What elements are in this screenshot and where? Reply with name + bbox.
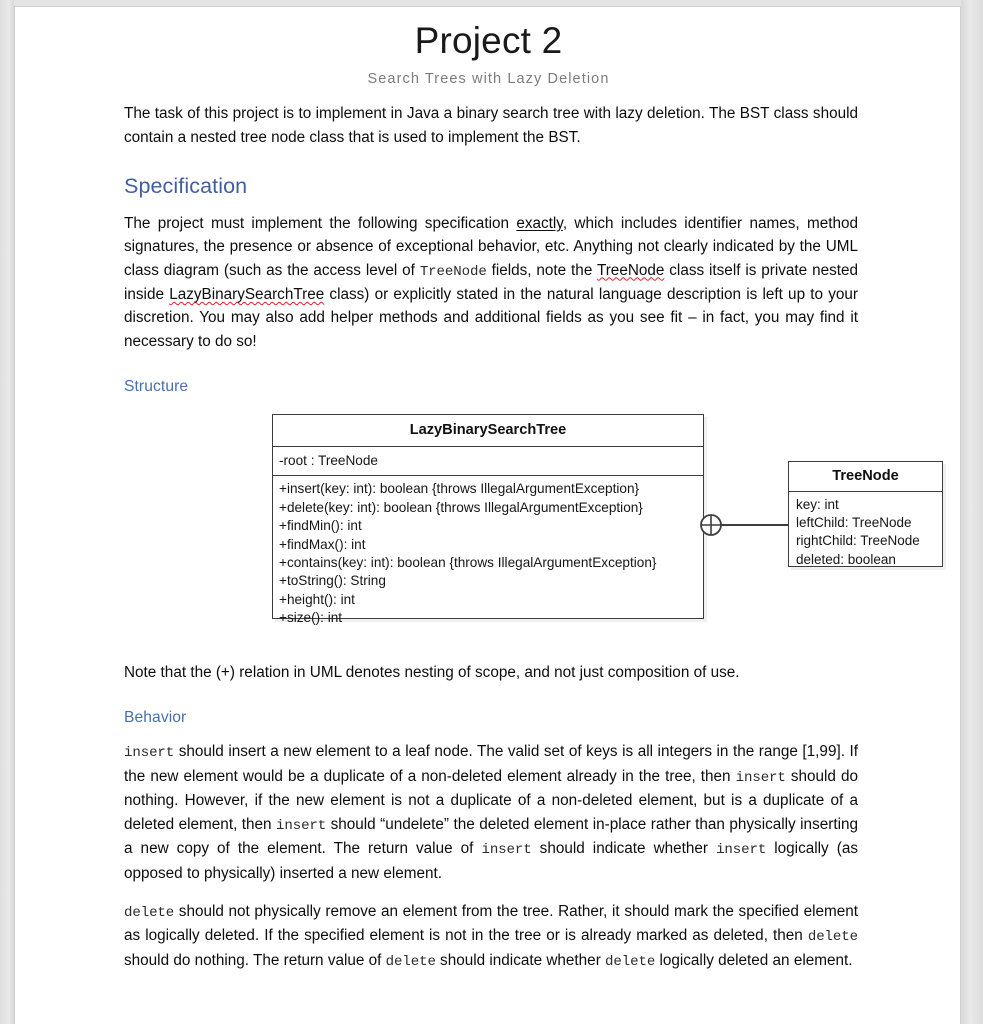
uml-method-insert: +insert(key: int): boolean {throws IllegalArgumentException} (279, 481, 640, 497)
code-insert-5: insert (716, 842, 767, 859)
page-content (15, 20, 961, 1024)
body-column (124, 102, 920, 973)
uml-attribute-leftchild: leftChild: TreeNode (796, 515, 912, 531)
spec-text-a: The project must implement the following specification (124, 215, 517, 233)
spec-text-e: class) or explicitly stated in the natural language description is left up to your discretion. You may also add helper methods and additional fields as you see fit – in fact, you may find it necessary to do so! (124, 286, 859, 350)
uml-method-contains: +contains(key: int): boolean {throws IllegalArgumentException} (279, 554, 657, 570)
spec-emphasis-exactly: exactly (516, 215, 563, 233)
delete-text-3: should indicate whether (435, 951, 606, 969)
insert-text-5: logically (as opposed to physically) inserted a new element. (124, 840, 858, 882)
delete-text-2: should do nothing. The return value of (124, 951, 386, 969)
delete-text-1: should not physically remove an element from the tree. Rather, it should mark the specified element as logically deleted. If the specified element is not in the tree or is already marked as deleted, then (124, 902, 858, 945)
uml-method-findmax: +findMax(): int (279, 536, 366, 552)
code-insert-2: insert (735, 769, 786, 786)
uml-class-treenode (788, 461, 943, 567)
uml-class-name-lazybinarysearchtree: LazyBinarySearchTree (273, 415, 703, 447)
uml-attribute-root: -root : TreeNode (279, 452, 378, 468)
uml-attribute-key: key: int (796, 496, 839, 512)
uml-class-diagram (124, 414, 920, 646)
uml-class-name-treenode: TreeNode (789, 462, 942, 492)
behavior-delete-paragraph (124, 900, 858, 973)
document-page (14, 6, 961, 1024)
uml-methods-lazybinarysearchtree (273, 476, 703, 631)
heading-specification: Specification (124, 174, 248, 199)
uml-note-paragraph: Note that the (+) relation in UML denotes nesting of scope, and not just composition of use. (124, 664, 740, 682)
insert-text-1: should insert a new element to a leaf node. The valid set of keys is all integers in the range [1,99]. If the new element would be a duplicate of a non-deleted element already in the tree, then (124, 743, 858, 785)
uml-attribute-deleted: deleted: boolean (796, 551, 896, 567)
uml-method-size: +size(): int (279, 610, 343, 626)
insert-text-4: should indicate whether (531, 840, 717, 858)
uml-method-delete: +delete(key: int): boolean {throws IllegalArgumentException} (279, 499, 643, 515)
behavior-insert-paragraph (124, 740, 858, 885)
uml-method-height: +height(): int (279, 591, 355, 607)
uml-attributes-treenode (789, 492, 942, 573)
page-title: Project 2 (414, 20, 563, 61)
code-insert-3: insert (276, 817, 327, 834)
viewer-gutter-right (961, 0, 983, 1024)
spec-code-treenode: TreeNode (419, 263, 487, 280)
code-delete-2: delete (807, 929, 858, 946)
viewer-gutter-left (0, 0, 14, 1024)
circle-plus-nesting-icon (699, 513, 723, 537)
insert-text-2: should do nothing. However, if the new element is not a duplicate of a non-deleted element, but is a duplicate of a deleted element, then (124, 767, 858, 833)
spec-text-c: fields, note the (486, 261, 597, 279)
intro-paragraph: The task of this project is to implement in Java a binary search tree with lazy deletion. The BST class should contain a nested tree node class that is used to implement the BST. (124, 105, 858, 146)
spellcheck-lazybinarysearchtree: LazyBinarySearchTree (169, 286, 325, 304)
spec-text-b: , which includes identifier names, method signatures, the presence or absence of exceptional behavior, etc. Anything not clearly indicated by the UML class diagram (such as the access level of (124, 215, 858, 279)
code-delete-1: delete (124, 904, 175, 921)
spec-text-d: class itself is private nested inside (124, 261, 858, 304)
code-delete-4: delete (605, 953, 656, 970)
uml-method-findmin: +findMin(): int (279, 518, 362, 534)
delete-text-4: logically deleted an element. (655, 951, 853, 969)
uml-method-tostring: +toString(): String (279, 573, 386, 589)
heading-behavior: Behavior (124, 709, 187, 727)
insert-text-3: should “undelete” the deleted element in-place rather than physically inserting a new copy of the element. The return value of (124, 815, 858, 858)
heading-structure: Structure (124, 378, 189, 396)
code-insert-4: insert (481, 842, 532, 859)
page-subtitle: Search Trees with Lazy Deletion (367, 71, 610, 88)
spellcheck-treenode: TreeNode (596, 261, 665, 279)
code-insert-1: insert (124, 745, 175, 762)
uml-attributes-lazybinarysearchtree (273, 447, 703, 476)
uml-attribute-rightchild: rightChild: TreeNode (796, 533, 920, 549)
uml-class-lazybinarysearchtree (272, 414, 704, 626)
code-delete-3: delete (385, 953, 436, 970)
specification-paragraph (124, 212, 858, 353)
